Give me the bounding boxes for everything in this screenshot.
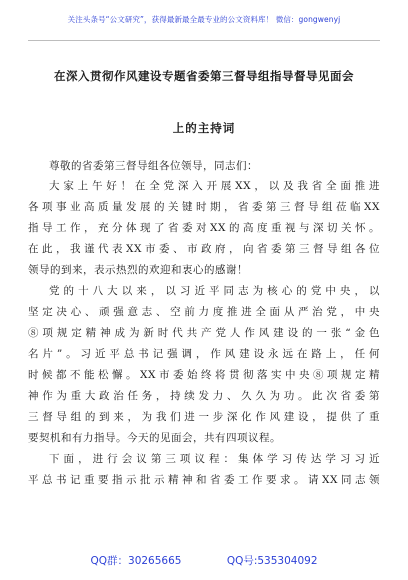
body-line: 平总书记重要指示批示精神和省委工作要求。请XX同志领 — [28, 474, 380, 486]
body-line: 指导工作，充分体现了省委对XX的高度重视与深切关怀。 — [28, 222, 380, 234]
body-line: 党的十八大以来，以习近平同志为核心的党中央，以 — [49, 285, 380, 297]
header-notice: 关注头条号“公文研究”，获得最新最全最专业的公文资料库！ 微信：gongwenyj — [67, 15, 341, 24]
body-line: 要契机和有力指导。今天的见面会，共有四项议程。 — [28, 432, 281, 444]
salutation-line: 尊敬的省委第三督导组各位领导，同志们： — [49, 160, 258, 172]
qq-number: QQ号:535304092 — [226, 555, 318, 567]
body-line: 坚定决心、顽强意志、空前力度推进全面从严治党，中央 — [28, 306, 380, 318]
qq-group-number: QQ群：30265665 — [90, 555, 182, 567]
body-line: 下面，进行会议第三项议程：集体学习传达学习习近 — [49, 453, 380, 465]
body-line: 各项事业高质量发展的关键时期，省委第三督导组莅临XX — [28, 201, 380, 213]
header-divider — [28, 40, 380, 41]
body-line: ⑧项规定精神成为新时代共产党人作风建设的一张“金色 — [28, 327, 380, 339]
body-line: 时候都不能松懈。XX市委始终将贯彻落实中央⑧项规定精 — [28, 369, 380, 381]
body-line: 领导的到来，表示热烈的欢迎和衷心的感谢！ — [28, 264, 248, 276]
document-subtitle: 上的主持词 — [172, 121, 236, 135]
footer — [0, 553, 408, 568]
body-line: 大家上午好！在全党深入开展XX，以及我省全面推进 — [49, 180, 380, 192]
document-title: 在深入贯彻作风建设专题省委第三督导组指导督导见面会 — [54, 69, 354, 83]
body-line: 三督导组的到来，为我们进一步深化作风建设，提供了重 — [28, 411, 380, 423]
body-line: 神作为重大政治任务，持续发力、久久为功。此次省委第 — [28, 390, 380, 402]
body-line: 在此，我谨代表XX市委、市政府，向省委第三督导组各位 — [28, 243, 380, 255]
body-line: 名片”。习近平总书记强调，作风建设永远在路上，任何 — [28, 348, 380, 360]
